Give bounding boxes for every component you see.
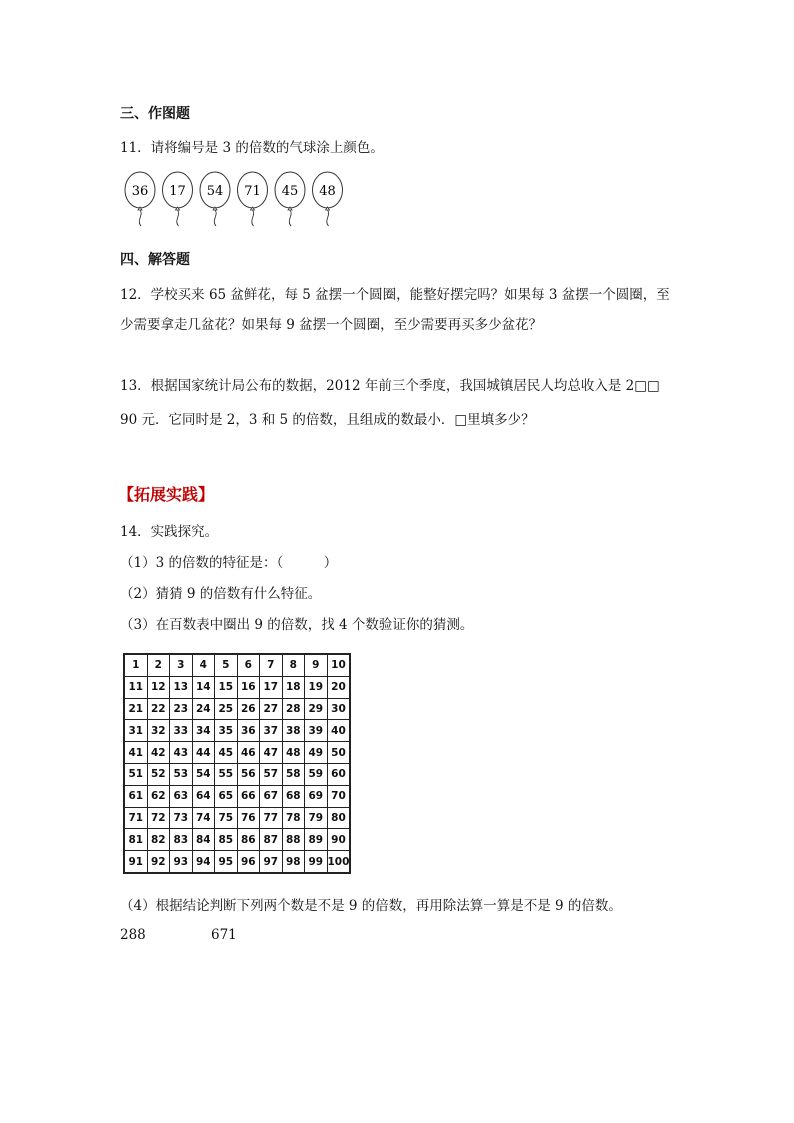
table-cell[interactable]: 78 [282, 807, 305, 829]
table-cell[interactable]: 74 [192, 807, 215, 829]
table-cell[interactable]: 53 [170, 763, 193, 785]
balloon-48[interactable] [313, 172, 343, 226]
table-cell[interactable]: 11 [125, 676, 148, 698]
table-cell[interactable]: 77 [260, 807, 283, 829]
table-cell[interactable]: 95 [215, 851, 238, 873]
table-cell[interactable]: 35 [215, 720, 238, 742]
table-cell[interactable]: 69 [305, 785, 328, 807]
table-row [125, 851, 350, 873]
table-cell[interactable]: 13 [170, 676, 193, 698]
balloon-string [289, 210, 291, 226]
table-cell[interactable]: 9 [305, 655, 328, 677]
table-cell[interactable]: 85 [215, 829, 238, 851]
table-cell[interactable]: 57 [260, 763, 283, 785]
table-cell[interactable]: 19 [305, 676, 328, 698]
table-cell[interactable]: 45 [215, 742, 238, 764]
table-cell[interactable]: 81 [125, 829, 148, 851]
number-288: 288 [120, 927, 146, 943]
table-cell[interactable]: 56 [237, 763, 260, 785]
table-cell[interactable]: 31 [125, 720, 148, 742]
table-cell[interactable]: 60 [327, 763, 350, 785]
table-cell[interactable]: 97 [260, 851, 283, 873]
table-cell[interactable]: 54 [192, 763, 215, 785]
table-cell[interactable]: 52 [147, 763, 170, 785]
table-cell[interactable]: 71 [125, 807, 148, 829]
table-cell[interactable]: 1 [125, 655, 148, 677]
number-671: 671 [211, 927, 237, 943]
table-cell[interactable]: 5 [215, 655, 238, 677]
table-cell[interactable]: 34 [192, 720, 215, 742]
balloon-45[interactable] [275, 172, 305, 226]
question-12-line1: 12．学校买来 65 盆鲜花，每 5 盆摆一个圆圈，能整好摆完吗？如果每 3 盆摆一个圆圈，至 [120, 287, 670, 303]
table-cell[interactable]: 22 [147, 698, 170, 720]
table-cell[interactable]: 17 [260, 676, 283, 698]
question-14-part2: （2）猜猜 9 的倍数有什么特征。 [120, 586, 322, 602]
table-cell[interactable]: 86 [237, 829, 260, 851]
table-cell[interactable]: 18 [282, 676, 305, 698]
question-11: 11．请将编号是 3 的倍数的气球涂上颜色。 [120, 140, 384, 156]
table-cell[interactable]: 80 [327, 807, 350, 829]
table-cell[interactable]: 90 [327, 829, 350, 851]
table-cell[interactable]: 43 [170, 742, 193, 764]
table-cell[interactable]: 65 [215, 785, 238, 807]
table-cell[interactable]: 42 [147, 742, 170, 764]
question-14: 14．实践探究。 [120, 524, 219, 540]
table-cell[interactable]: 33 [170, 720, 193, 742]
table-cell[interactable]: 29 [305, 698, 328, 720]
table-cell[interactable]: 72 [147, 807, 170, 829]
table-cell[interactable]: 73 [170, 807, 193, 829]
table-cell[interactable]: 4 [192, 655, 215, 677]
table-cell[interactable]: 94 [192, 851, 215, 873]
table-cell[interactable]: 64 [192, 785, 215, 807]
table-cell[interactable]: 37 [260, 720, 283, 742]
table-cell[interactable]: 59 [305, 763, 328, 785]
balloon-number: 48 [319, 184, 336, 199]
balloon-string [252, 210, 254, 226]
table-cell[interactable]: 32 [147, 720, 170, 742]
table-cell[interactable]: 27 [260, 698, 283, 720]
table-cell[interactable]: 8 [282, 655, 305, 677]
table-cell[interactable]: 91 [125, 851, 148, 873]
table-cell[interactable]: 98 [282, 851, 305, 873]
balloon-string [327, 210, 329, 226]
table-cell[interactable]: 82 [147, 829, 170, 851]
table-row [125, 742, 350, 764]
balloon-number: 71 [244, 184, 261, 199]
table-cell[interactable]: 79 [305, 807, 328, 829]
table-cell[interactable]: 25 [215, 698, 238, 720]
table-cell[interactable]: 24 [192, 698, 215, 720]
table-row [125, 655, 350, 677]
table-cell[interactable]: 62 [147, 785, 170, 807]
table-cell[interactable]: 63 [170, 785, 193, 807]
table-cell[interactable]: 7 [260, 655, 283, 677]
table-cell[interactable]: 28 [282, 698, 305, 720]
table-cell[interactable]: 10 [327, 655, 350, 677]
table-row [125, 676, 350, 698]
table-cell[interactable]: 50 [327, 742, 350, 764]
table-cell[interactable]: 15 [215, 676, 238, 698]
table-cell[interactable]: 67 [260, 785, 283, 807]
table-cell[interactable]: 92 [147, 851, 170, 873]
table-cell[interactable]: 75 [215, 807, 238, 829]
table-cell[interactable]: 47 [260, 742, 283, 764]
table-cell[interactable]: 83 [170, 829, 193, 851]
table-cell[interactable]: 55 [215, 763, 238, 785]
table-row [125, 720, 350, 742]
question-14-part1: （1）3 的倍数的特征是：（ ） [120, 555, 338, 571]
balloon-17[interactable] [163, 172, 193, 226]
table-cell[interactable]: 76 [237, 807, 260, 829]
balloon-string [177, 210, 179, 226]
table-cell[interactable]: 66 [237, 785, 260, 807]
table-cell[interactable]: 12 [147, 676, 170, 698]
table-cell[interactable]: 88 [282, 829, 305, 851]
table-cell[interactable]: 51 [125, 763, 148, 785]
table-row [125, 807, 350, 829]
table-row [125, 829, 350, 851]
table-cell[interactable]: 21 [125, 698, 148, 720]
table-cell[interactable]: 84 [192, 829, 215, 851]
table-cell[interactable]: 20 [327, 676, 350, 698]
hundred-number-table[interactable] [124, 654, 350, 873]
section4-title: 四、解答题 [120, 252, 190, 268]
table-cell[interactable]: 6 [237, 655, 260, 677]
question-12-line2: 少需要拿走几盆花？如果每 9 盆摆一个圆圈，至少需要再买多少盆花？ [120, 317, 543, 333]
table-cell[interactable]: 30 [327, 698, 350, 720]
balloon-number: 54 [206, 184, 224, 199]
balloon-36[interactable] [125, 172, 155, 226]
question-14-part4: （4）根据结论判断下列两个数是不是 9 的倍数，再用除法算一算是不是 9 的倍数。 [120, 898, 622, 914]
table-cell[interactable]: 23 [170, 698, 193, 720]
table-cell[interactable]: 99 [305, 851, 328, 873]
extension-title: 【拓展实践】 [118, 485, 215, 504]
table-cell[interactable]: 96 [237, 851, 260, 873]
table-cell[interactable]: 16 [237, 676, 260, 698]
table-cell[interactable]: 36 [237, 720, 260, 742]
table-cell[interactable]: 70 [327, 785, 350, 807]
table-cell[interactable]: 68 [282, 785, 305, 807]
balloon-string [139, 210, 141, 226]
table-cell[interactable]: 93 [170, 851, 193, 873]
table-cell[interactable]: 39 [305, 720, 328, 742]
table-cell[interactable]: 48 [282, 742, 305, 764]
table-cell[interactable]: 58 [282, 763, 305, 785]
table-cell[interactable]: 89 [305, 829, 328, 851]
table-cell[interactable]: 100 [327, 851, 350, 873]
table-cell[interactable]: 61 [125, 785, 148, 807]
table-row [125, 698, 350, 720]
balloon-71[interactable] [238, 172, 268, 226]
balloon-54[interactable] [200, 172, 230, 226]
balloon-group[interactable] [122, 170, 352, 230]
section3-title: 三、作图题 [120, 106, 190, 122]
table-cell[interactable]: 87 [260, 829, 283, 851]
balloon-number: 17 [169, 184, 186, 199]
balloon-string [214, 210, 216, 226]
table-cell[interactable]: 26 [237, 698, 260, 720]
table-cell[interactable]: 46 [237, 742, 260, 764]
table-cell[interactable]: 40 [327, 720, 350, 742]
balloon-number: 36 [131, 184, 149, 199]
table-cell[interactable]: 14 [192, 676, 215, 698]
question-13-line2: 90 元．它同时是 2，3 和 5 的倍数，且组成的数最小．□里填多少？ [120, 412, 535, 428]
table-cell[interactable]: 41 [125, 742, 148, 764]
table-cell[interactable]: 3 [170, 655, 193, 677]
question-13-line1: 13．根据国家统计局公布的数据，2012 年前三个季度，我国城镇居民人均总收入是 2□□ [120, 378, 660, 394]
table-cell[interactable]: 44 [192, 742, 215, 764]
table-cell[interactable]: 49 [305, 742, 328, 764]
balloon-number: 45 [281, 184, 299, 199]
table-row [125, 785, 350, 807]
table-cell[interactable]: 2 [147, 655, 170, 677]
table-row [125, 763, 350, 785]
question-14-part3: （3）在百数表中圈出 9 的倍数，找 4 个数验证你的猜测。 [120, 617, 474, 633]
table-cell[interactable]: 38 [282, 720, 305, 742]
